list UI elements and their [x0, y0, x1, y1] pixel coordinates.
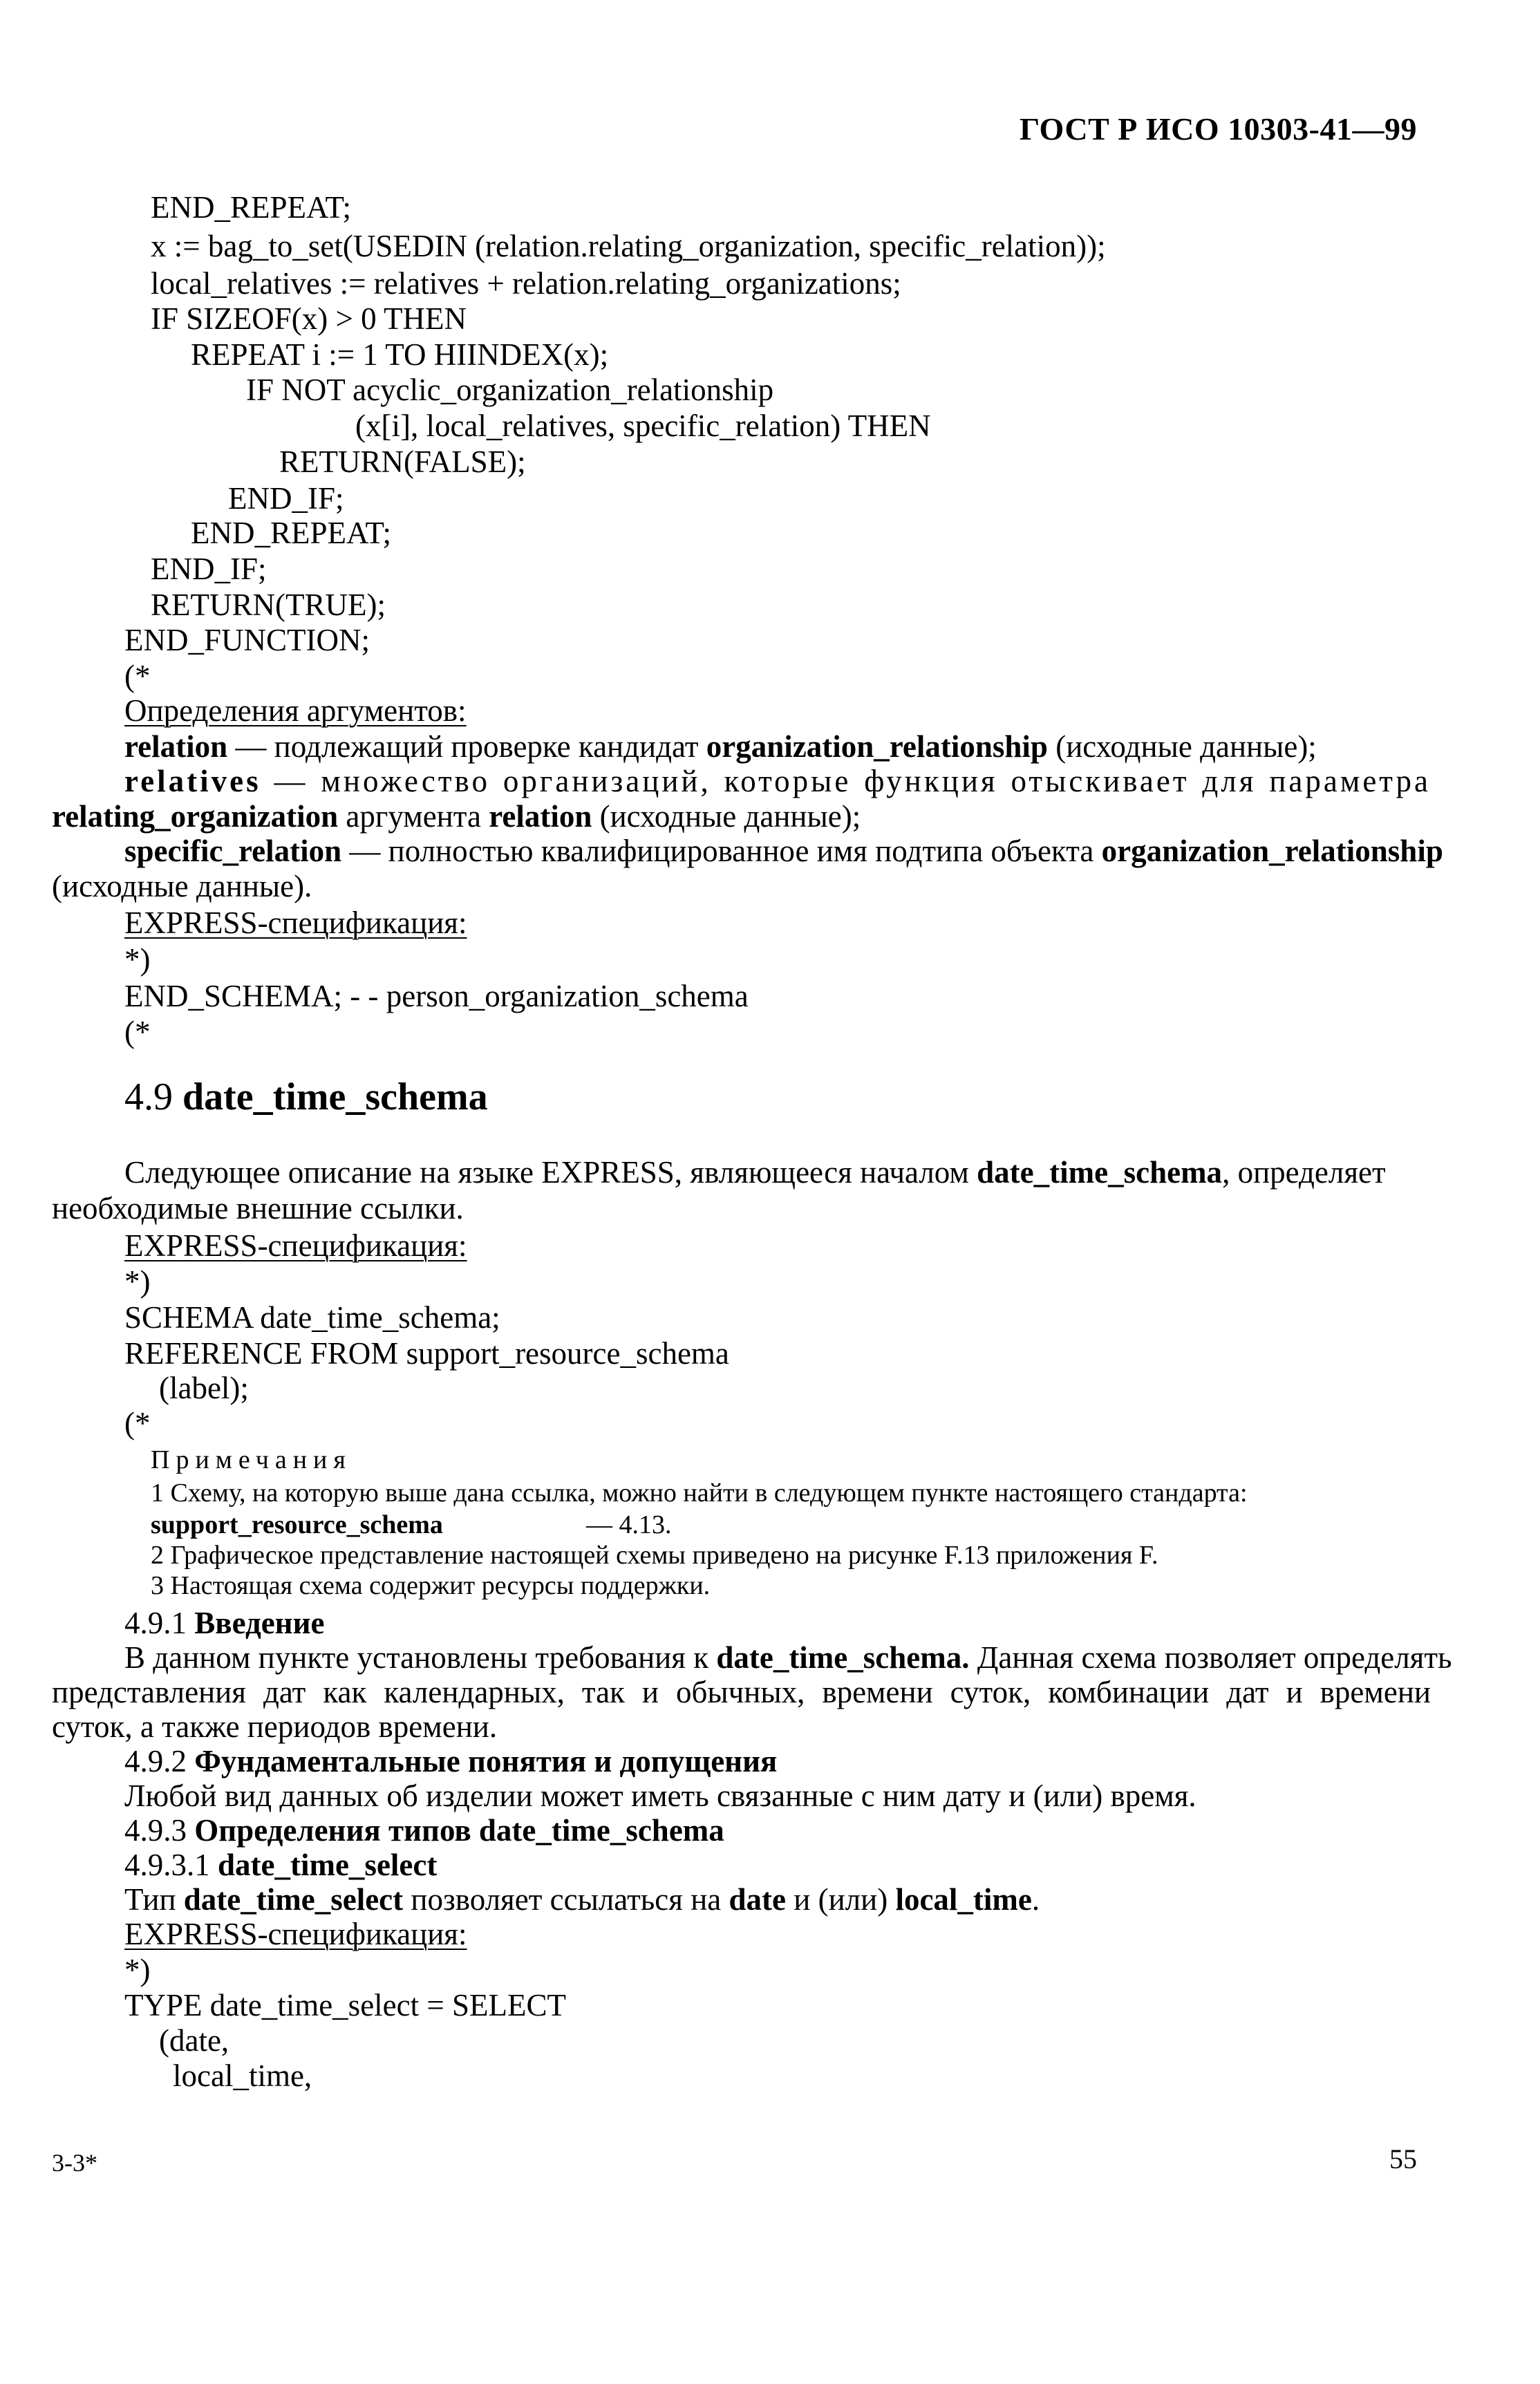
paragraph-cont: представления дат как календарных, так и обычных, времени суток, комбинации дат и времени — [52, 1675, 1431, 1709]
express-label: EXPRESS-спецификация: — [124, 1228, 467, 1263]
code-line: END_SCHEMA; - - person_organization_schema — [124, 979, 749, 1013]
section-heading: 4.9 date_time_schema — [124, 1076, 488, 1118]
notes-title: Примечания — [151, 1445, 352, 1474]
subsection-heading: 4.9.3.1 date_time_select — [124, 1848, 438, 1882]
code-line: (* — [124, 1406, 151, 1440]
express-label: EXPRESS-спецификация: — [124, 905, 467, 940]
intro-paragraph: Следующее описание на языке EXPRESS, являющееся началом date_time_schema, определяет — [124, 1155, 1386, 1190]
paragraph: Тип date_time_select позволяет ссылаться на date и (или) local_time. — [124, 1882, 1040, 1917]
code-line: IF SIZEOF(x) > 0 THEN — [151, 301, 467, 336]
arg-def-specific-cont: (исходные данные). — [52, 869, 312, 903]
note-1: 1 Схему, на которую выше дана ссылка, можно найти в следующем пункте настоящего стандарта: — [151, 1479, 1248, 1508]
paragraph: В данном пункте установлены требования к date_time_schema. Данная схема позволяет определять — [124, 1640, 1452, 1675]
code-line: x := bag_to_set(USEDIN (relation.relating_organization, specific_relation)); — [151, 229, 1106, 263]
page-number: 55 — [1389, 2143, 1417, 2175]
note-3: 3 Настоящая схема содержит ресурсы поддержки. — [151, 1571, 711, 1600]
code-line: (* — [124, 1015, 151, 1049]
arg-defs-title: Определения аргументов: — [124, 693, 467, 728]
code-line: local_relatives := relatives + relation.relating_organizations; — [151, 266, 901, 301]
code-line: (date, — [159, 2023, 229, 2058]
code-line: TYPE date_time_select = SELECT — [124, 1988, 566, 2022]
note-2: 2 Графическое представление настоящей схемы приведено на рисунке F.13 приложения F. — [151, 1541, 1158, 1570]
code-line: *) — [124, 942, 151, 977]
arg-def-relatives-cont: relating_organization аргумента relation (исходные данные); — [52, 799, 861, 834]
arg-def-specific: specific_relation — полностью квалифицированное имя подтипа объекта organization_relationship — [124, 834, 1443, 868]
code-line: (* — [124, 659, 151, 693]
paragraph-cont: суток, а также периодов времени. — [52, 1709, 498, 1744]
code-line: SCHEMA date_time_schema; — [124, 1300, 500, 1335]
code-line: *) — [124, 1264, 151, 1299]
code-line: RETURN(FALSE); — [279, 444, 526, 479]
document-header: ГОСТ Р ИСО 10303-41—99 — [1019, 111, 1417, 147]
intro-paragraph-cont: необходимые внешние ссылки. — [52, 1191, 464, 1226]
footer-signature: 3-3* — [52, 2149, 97, 2177]
note-1-clause: — 4.13. — [586, 1510, 672, 1539]
subsection-heading: 4.9.1 Введение — [124, 1606, 325, 1640]
code-line: *) — [124, 1953, 151, 1987]
code-line: REPEAT i := 1 TO HIINDEX(x); — [191, 337, 609, 372]
arg-def-relatives: relatives — множество организаций, которые функция отыскивает для параметра — [124, 764, 1431, 798]
subsection-heading: 4.9.2 Фундаментальные понятия и допущения — [124, 1744, 778, 1778]
code-line: REFERENCE FROM support_resource_schema — [124, 1336, 729, 1371]
code-line: local_time, — [173, 2058, 312, 2093]
paragraph: Любой вид данных об изделии может иметь связанные с ним дату и (или) время. — [124, 1778, 1196, 1813]
arg-def-relation: relation — подлежащий проверке кандидат organization_relationship (исходные данные); — [124, 729, 1317, 764]
code-line: END_REPEAT; — [151, 190, 352, 225]
code-line: END_REPEAT; — [191, 516, 392, 550]
subsection-heading: 4.9.3 Определения типов date_time_schema — [124, 1813, 724, 1848]
note-1-ref: support_resource_schema — [151, 1510, 443, 1539]
code-line: RETURN(TRUE); — [151, 588, 386, 622]
code-line: END_FUNCTION; — [124, 623, 370, 657]
code-line: (label); — [159, 1371, 249, 1405]
code-line: END_IF; — [228, 481, 344, 516]
code-line: IF NOT acyclic_organization_relationship — [246, 373, 774, 407]
code-line: (x[i], local_relatives, specific_relation) THEN — [355, 409, 931, 443]
express-label: EXPRESS-спецификация: — [124, 1917, 467, 1951]
code-line: END_IF; — [151, 552, 267, 586]
